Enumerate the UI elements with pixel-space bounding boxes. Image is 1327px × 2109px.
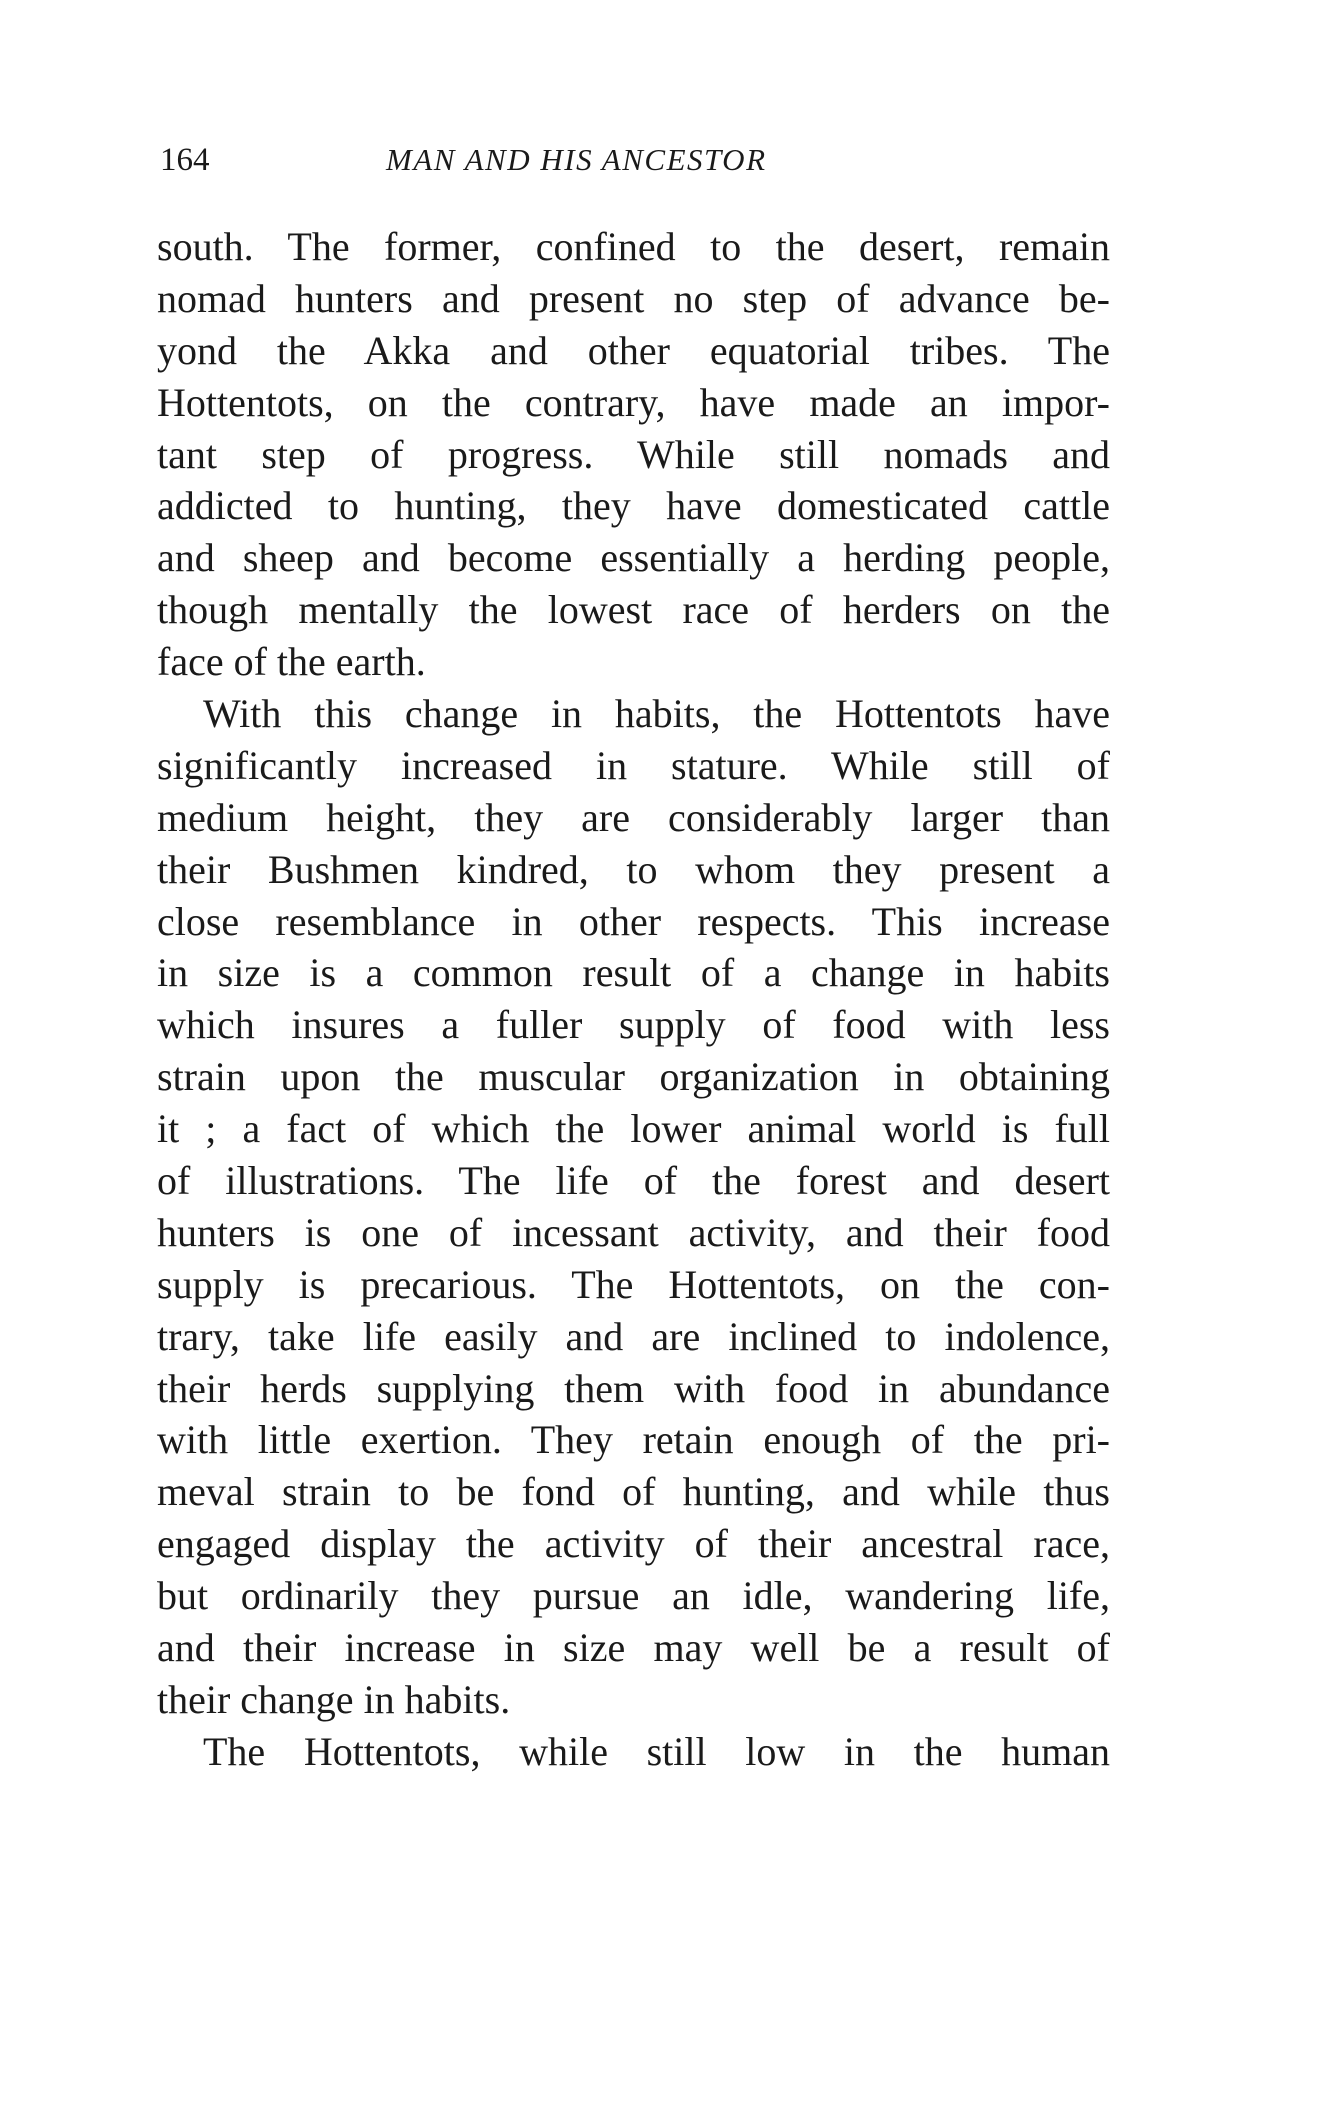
text-line: and their increase in size may well be a result of <box>157 1625 1110 1671</box>
text-line: trary, take life easily and are inclined to indolence, <box>157 1313 1110 1359</box>
text-line: but ordinarily they pursue an idle, wandering life, <box>157 1573 1110 1619</box>
text-line: their herds supplying them with food in abundance <box>157 1365 1110 1411</box>
text-line: meval strain to be fond of hunting, and while thus <box>157 1469 1110 1515</box>
text-line: medium height, they are considerably larger than <box>157 794 1110 840</box>
text-line: tant step of progress. While still nomads and <box>157 431 1110 477</box>
text-line: with little exertion. They retain enough of the pri- <box>157 1417 1110 1463</box>
text-line: in size is a common result of a change in habits <box>157 950 1110 996</box>
page-number: 164 <box>160 142 210 178</box>
paragraph <box>157 1726 1110 1778</box>
text-line: and sheep and become essentially a herding people, <box>157 535 1110 581</box>
text-line: it ; a fact of which the lower animal world is full <box>157 1106 1110 1152</box>
text-line: engaged display the activity of their ancestral race, <box>157 1521 1110 1567</box>
text-line: hunters is one of incessant activity, and their food <box>157 1209 1110 1255</box>
text-line: Hottentots, on the contrary, have made an impor- <box>157 379 1110 425</box>
text-line: which insures a fuller supply of food with less <box>157 1002 1110 1048</box>
text-line: significantly increased in stature. While still of <box>157 742 1110 788</box>
text-line: their change in habits. <box>157 1676 511 1722</box>
text-line: nomad hunters and present no step of advance be- <box>157 275 1110 321</box>
text-line: though mentally the lowest race of herders on the <box>157 587 1110 633</box>
text-line: supply is precarious. The Hottentots, on the con- <box>157 1261 1110 1307</box>
paragraph <box>157 221 1110 688</box>
text-line: their Bushmen kindred, to whom they present a <box>157 846 1110 892</box>
text-line: close resemblance in other respects. This increase <box>157 898 1110 944</box>
text-line: south. The former, confined to the desert, remain <box>157 224 1110 269</box>
text-line: With this change in habits, the Hottentots have <box>203 691 1110 737</box>
page-header <box>160 140 1120 180</box>
text-line: The Hottentots, while still low in the human <box>203 1728 1110 1774</box>
text-line: yond the Akka and other equatorial tribes. The <box>157 327 1110 373</box>
body-text <box>157 221 1110 1778</box>
paragraph <box>157 688 1110 1726</box>
text-line: strain upon the muscular organization in obtaining <box>157 1054 1110 1100</box>
text-line: face of the earth. <box>157 639 426 685</box>
running-title: MAN AND HIS ANCESTOR <box>386 142 767 177</box>
text-line: of illustrations. The life of the forest and desert <box>157 1158 1110 1204</box>
text-line: addicted to hunting, they have domesticated cattle <box>157 483 1110 529</box>
